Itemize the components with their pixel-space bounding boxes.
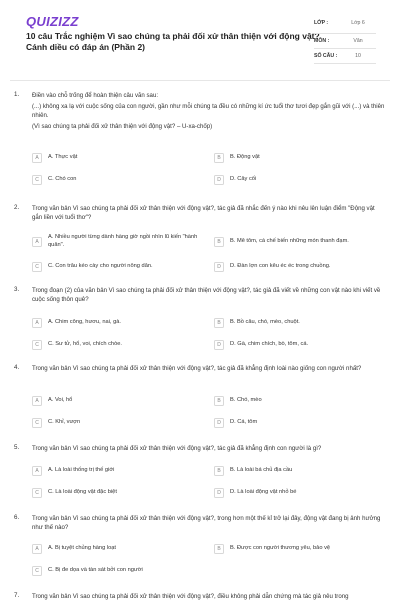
option-text: D. Cây cối (230, 176, 257, 183)
option-letter: A (32, 237, 42, 247)
option-text: B. Chó, mèo (230, 397, 262, 404)
question-number: 2. (14, 204, 20, 211)
option-b[interactable] (214, 237, 382, 247)
meta-grade (314, 12, 376, 34)
option-d[interactable] (214, 175, 382, 185)
meta-count-label: SỐ CÂU : (314, 53, 338, 59)
question-3 (14, 286, 386, 348)
question-text (32, 364, 386, 373)
option-letter: A (32, 318, 42, 328)
option-letter: B (214, 466, 224, 476)
question-text (32, 514, 386, 532)
option-letter: C (32, 262, 42, 272)
option-letter: B (214, 318, 224, 328)
header-divider (10, 80, 390, 81)
option-b[interactable] (214, 396, 382, 406)
question-text (32, 204, 386, 222)
option-c[interactable] (32, 566, 200, 576)
option-b[interactable] (214, 466, 382, 476)
question-line: Trong văn bản Vì sao chúng ta phải đối xử thân thiện với động vật?, tác giả đã khẳng định con người là gì? (32, 445, 322, 452)
option-a[interactable] (32, 466, 200, 476)
option-text: C. Là loài động vật đặc biệt (48, 489, 117, 496)
option-letter: D (214, 488, 224, 498)
option-text: A. Bị tuyệt chủng hàng loạt (48, 545, 116, 552)
option-letter: B (214, 396, 224, 406)
meta-subject-label: MÔN : (314, 38, 330, 44)
question-text (32, 444, 386, 453)
option-text: A. Voi, hổ (48, 397, 73, 404)
option-letter: D (214, 175, 224, 185)
option-letter: B (214, 544, 224, 554)
question-line: Điền vào chỗ trống để hoàn thiện câu văn sau: (32, 92, 159, 99)
option-a[interactable] (32, 318, 200, 328)
quiz-meta (314, 12, 376, 64)
question-4 (14, 364, 386, 426)
option-a[interactable] (32, 396, 200, 406)
option-letter: B (214, 237, 224, 247)
option-text: B. Được con người thương yêu, bảo vệ (230, 545, 331, 552)
question-line: Trong văn bản Vì sao chúng ta phải đối xử thân thiện với động vật?, tác giả đã khẳng định loài nào giống con người nhất? (32, 365, 362, 372)
question-line: Trong đoạn (2) của văn bản Vì sao chúng ta phải đối xử thân thiện với động vật?, tác giả đã viết về những con vật nào khi viết về cuộc sống thôn quê? (32, 287, 381, 303)
option-letter: A (32, 466, 42, 476)
option-text: B. Là loài bá chủ địa cầu (230, 467, 293, 474)
option-d[interactable] (214, 340, 382, 350)
question-5 (14, 444, 386, 496)
question-number: 6. (14, 514, 20, 521)
option-letter: C (32, 175, 42, 185)
option-letter: D (214, 418, 224, 428)
option-letter: C (32, 418, 42, 428)
option-text: B. Động vật (230, 154, 260, 161)
option-d[interactable] (214, 488, 382, 498)
option-b[interactable] (214, 153, 382, 163)
option-c[interactable] (32, 262, 200, 272)
option-b[interactable] (214, 318, 382, 328)
option-c[interactable] (32, 340, 200, 350)
option-text: D. Là loài động vật nhỏ bé (230, 489, 297, 496)
option-a[interactable] (32, 153, 200, 163)
option-c[interactable] (32, 175, 200, 185)
header (12, 0, 388, 72)
meta-grade-value: Lớp 6 (351, 19, 365, 26)
question-line: Trong văn bản Vì sao chúng ta phải đối xử thân thiện với động vật?, tác giả đã nhắc đến ý nào khi nêu lên luận điểm "Động vật gắn liền với tuổi thơ"? (32, 205, 375, 221)
question-2 (14, 204, 386, 270)
option-text: B. Bồ câu, chó, mèo, chuột. (230, 319, 300, 326)
question-text (32, 592, 386, 600)
option-text: A. Nhiều người từng dành hàng giờ ngồi nhìn lũ kiến "hành quân". (48, 234, 198, 248)
option-letter: D (214, 262, 224, 272)
option-text: A. Thực vật (48, 154, 78, 161)
option-letter: C (32, 340, 42, 350)
meta-count (314, 49, 376, 64)
question-number: 1. (14, 91, 20, 98)
question-number: 3. (14, 286, 20, 293)
question-number: 5. (14, 444, 20, 451)
meta-subject (314, 34, 376, 49)
question-text (32, 286, 386, 304)
question-line: Trong văn bản Vì sao chúng ta phải đối xử thân thiện với động vật?, trong hơn một thế kỉ trở lại đây, động vật đang bị ảnh hưởng như thế nào? (32, 515, 381, 531)
option-letter: D (214, 340, 224, 350)
option-text: C. Sư tử, hổ, voi, chích chòe. (48, 341, 123, 348)
option-text: A. Chim công, hươu, nai, gà. (48, 319, 121, 326)
option-text: D. Cá, tôm (230, 419, 258, 426)
question-number: 7. (14, 592, 20, 599)
option-a[interactable] (32, 544, 200, 554)
option-d[interactable] (214, 418, 382, 428)
option-text: C. Bị đe dọa và tàn sát bởi con người (48, 567, 143, 574)
option-letter: A (32, 396, 42, 406)
question-6 (14, 514, 386, 574)
option-letter: A (32, 544, 42, 554)
meta-count-value: 10 (355, 53, 361, 59)
option-letter: B (214, 153, 224, 163)
option-text: C. Khỉ, vượn (48, 419, 81, 426)
question-1 (14, 91, 386, 183)
option-letter: C (32, 488, 42, 498)
quizizz-logo[interactable]: QUIZIZZ (26, 14, 79, 29)
option-text: C. Chó con (48, 176, 77, 183)
option-text: D. Gà, chim chích, bò, tôm, cá. (230, 341, 309, 348)
option-text: D. Đàn lợn con kêu éc éc trong chuồng. (230, 263, 331, 270)
question-line: Trong văn bản Vì sao chúng ta phải đối xử thân thiện với động vật?, điều không phải dẫn chứng mà tác giả nêu trong (32, 593, 349, 600)
option-letter: A (32, 153, 42, 163)
meta-subject-value: Văn (353, 38, 363, 44)
option-b[interactable] (214, 544, 382, 554)
option-d[interactable] (214, 262, 382, 272)
option-text: B. Mê tôm, cá chế biến những món thanh đạm. (230, 238, 349, 245)
question-text (32, 91, 386, 131)
option-text: C. Con trâu kéo cày cho người nông dân. (48, 263, 153, 270)
question-7 (14, 592, 386, 600)
question-number: 4. (14, 364, 20, 371)
question-line: (...) không xa lạ với cuộc sống của con người, gần như mỗi chúng ta đều có những kí ức tuổi thơ tươi đẹp gắn gũi với (...) và thiên nhiên. (32, 103, 385, 119)
option-a[interactable] (32, 234, 200, 249)
question-line: (Vì sao chúng ta phải đối xử thân thiện với động vật? – U-xa-chốp) (32, 123, 213, 130)
option-text: A. Là loài thống trị thế giới (48, 467, 115, 474)
option-c[interactable] (32, 488, 200, 498)
option-letter: C (32, 566, 42, 576)
quiz-title: 10 câu Trắc nghiệm Vì sao chúng ta phải đối xử thân thiện với động vật? Cánh diều có đáp án (Phần 2) (26, 31, 320, 52)
meta-grade-label: LỚP : (314, 19, 329, 26)
option-c[interactable] (32, 418, 200, 428)
